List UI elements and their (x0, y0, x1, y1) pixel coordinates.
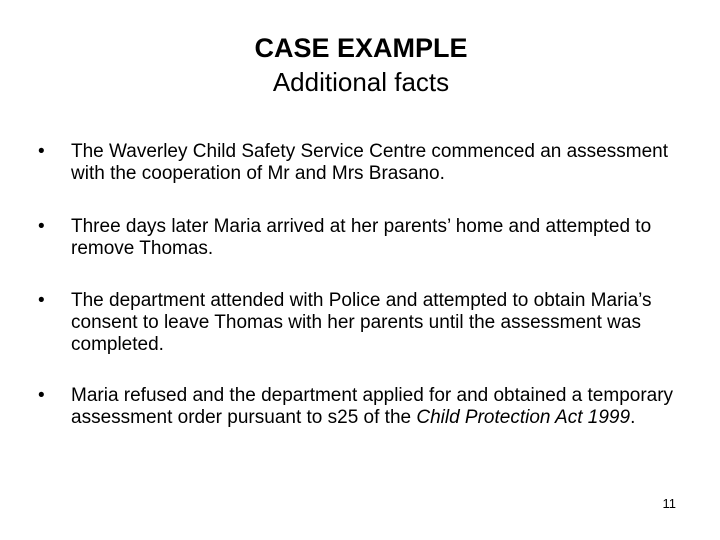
bullet-item (38, 290, 678, 356)
bullet-text: The department attended with Police and attempted to obtain Maria’s consent to leave Thomas with her parents until the assessment was completed. (71, 290, 652, 355)
slide-title (0, 30, 720, 98)
bullet-item (38, 385, 678, 429)
bullet-text (71, 385, 678, 429)
bullet-icon: • (38, 141, 45, 162)
bullet-icon: • (38, 385, 45, 406)
bullet-text: The Waverley Child Safety Service Centre commenced an assessment with the cooperation of Mr and Mrs Brasano. (71, 141, 668, 184)
bullet-text: Three days later Maria arrived at her parents’ home and attempted to remove Thomas. (71, 216, 652, 259)
page-number: 11 (662, 496, 676, 511)
title-subheading: Additional facts (272, 67, 450, 97)
bullet-icon: • (38, 290, 45, 311)
bullet-text-tail: . (630, 407, 636, 428)
title-heading: CASE EXAMPLE (254, 33, 468, 63)
legislation-title: Child Protection Act 1999 (416, 407, 631, 428)
bullet-item (38, 216, 678, 260)
bullet-text-lead: Maria refused and the department applied for and obtained a temporary assessment order pursuant to s25 of the (71, 385, 674, 428)
bullet-item (38, 141, 678, 185)
bullet-icon: • (38, 216, 45, 237)
